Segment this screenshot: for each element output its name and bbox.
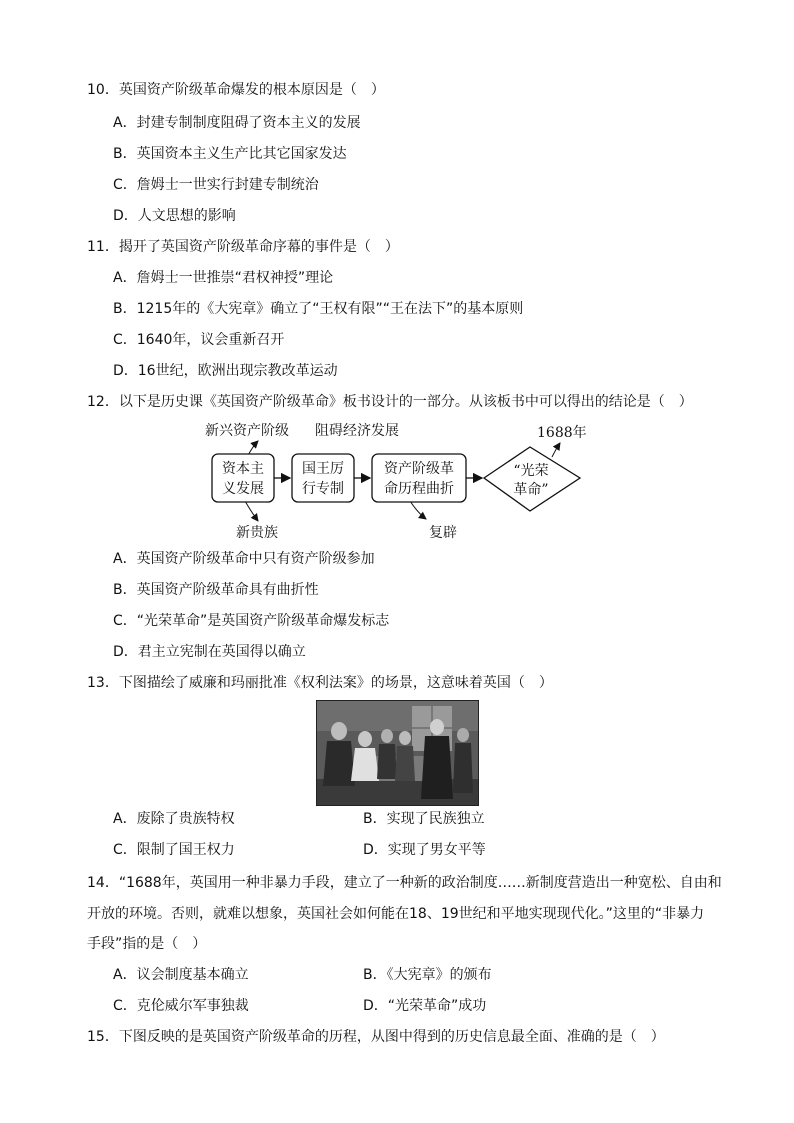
arrow-to-new-nobility (245, 501, 258, 521)
diamond-line-1: “光荣 (513, 463, 549, 479)
question-13-option-b: B．实现了民族独立 (363, 811, 485, 827)
board-diagram (200, 417, 600, 547)
question-14-option-c: C．克伦威尔军事独裁 (113, 998, 249, 1014)
label-1688: 1688年 (537, 425, 587, 441)
question-14-stem-line-2: 开放的环境。否则，就难以想象，英国社会如何能在18、19世纪和平地实现现代化。”这里的“非暴力 (87, 906, 705, 922)
box-3-line-1: 资产阶级革 (384, 461, 454, 477)
question-14-stem-line-3: 手段”指的是（ ） (87, 936, 207, 952)
label-new-nobility: 新贵族 (236, 525, 278, 541)
question-10-option-a: A．封建专制制度阻碍了资本主义的发展 (113, 115, 361, 131)
question-14-stem: 14．“1688年，英国用一种非暴力手段，建立了一种新的政治制度……新制度营造出一种宽松、自由和 (87, 875, 722, 891)
question-11-stem: 11．揭开了英国资产阶级革命序幕的事件是（ ） (87, 239, 399, 255)
question-10-stem: 10．英国资产阶级革命爆发的根本原因是（ ） (87, 82, 385, 98)
question-11-option-c: C．1640年，议会重新召开 (113, 332, 285, 348)
question-10-option-b: B．英国资本主义生产比其它国家发达 (113, 146, 347, 162)
diamond-glorious-revolution (484, 447, 580, 511)
question-12-option-c: C．“光荣革命”是英国资产阶级革命爆发标志 (113, 613, 390, 629)
box-1-line-1: 资本主 (222, 461, 264, 477)
arrow-to-1688 (552, 443, 560, 457)
question-14-option-d: D．“光荣革命”成功 (363, 998, 487, 1014)
question-14-option-b: B．《大宪章》的颁布 (363, 967, 492, 983)
question-13-option-d: D．实现了男女平等 (363, 842, 486, 858)
box-2-line-1: 国王厉 (302, 461, 344, 477)
question-11-option-a: A．詹姆士一世推崇“君权神授”理论 (113, 270, 334, 286)
question-11-option-d: D．16世纪，欧洲出现宗教改革运动 (113, 363, 338, 379)
question-13-stem: 13．下图描绘了威廉和玛丽批准《权利法案》的场景，这意味着英国（ ） (87, 675, 553, 691)
label-restoration: 复辟 (429, 525, 457, 541)
question-12-option-a: A．英国资产阶级革命中只有资产阶级参加 (113, 551, 375, 567)
arrow-to-restoration (410, 501, 426, 519)
question-14-option-a: A．议会制度基本确立 (113, 967, 249, 983)
box-3-line-2: 命历程曲折 (384, 481, 454, 497)
question-12-option-b: B．英国资产阶级革命具有曲折性 (113, 582, 319, 598)
diamond-line-2: 革命” (513, 482, 549, 498)
bill-of-rights-illustration (316, 700, 479, 806)
question-12-stem: 12．以下是历史课《英国资产阶级革命》板书设计的一部分。从该板书中可以得出的结论是（ ） (87, 394, 693, 410)
box-2-line-2: 行专制 (302, 481, 344, 497)
question-12-option-d: D．君主立宪制在英国得以确立 (113, 644, 306, 660)
box-1-line-2: 义发展 (222, 481, 264, 497)
question-11-option-b: B．1215年的《大宪章》确立了“王权有限”“王在法下”的基本原则 (113, 301, 524, 317)
label-hinder-economy: 阻碍经济发展 (315, 423, 399, 439)
question-13-option-a: A．废除了贵族特权 (113, 811, 235, 827)
label-new-bourgeoisie: 新兴资产阶级 (205, 423, 289, 439)
question-10-option-d: D．人文思想的影响 (113, 208, 236, 224)
question-13-option-c: C．限制了国王权力 (113, 842, 235, 858)
question-15-stem: 15．下图反映的是英国资产阶级革命的历程，从图中得到的历史信息最全面、准确的是（ ） (87, 1029, 665, 1045)
question-10-option-c: C．詹姆士一世实行封建专制统治 (113, 177, 319, 193)
